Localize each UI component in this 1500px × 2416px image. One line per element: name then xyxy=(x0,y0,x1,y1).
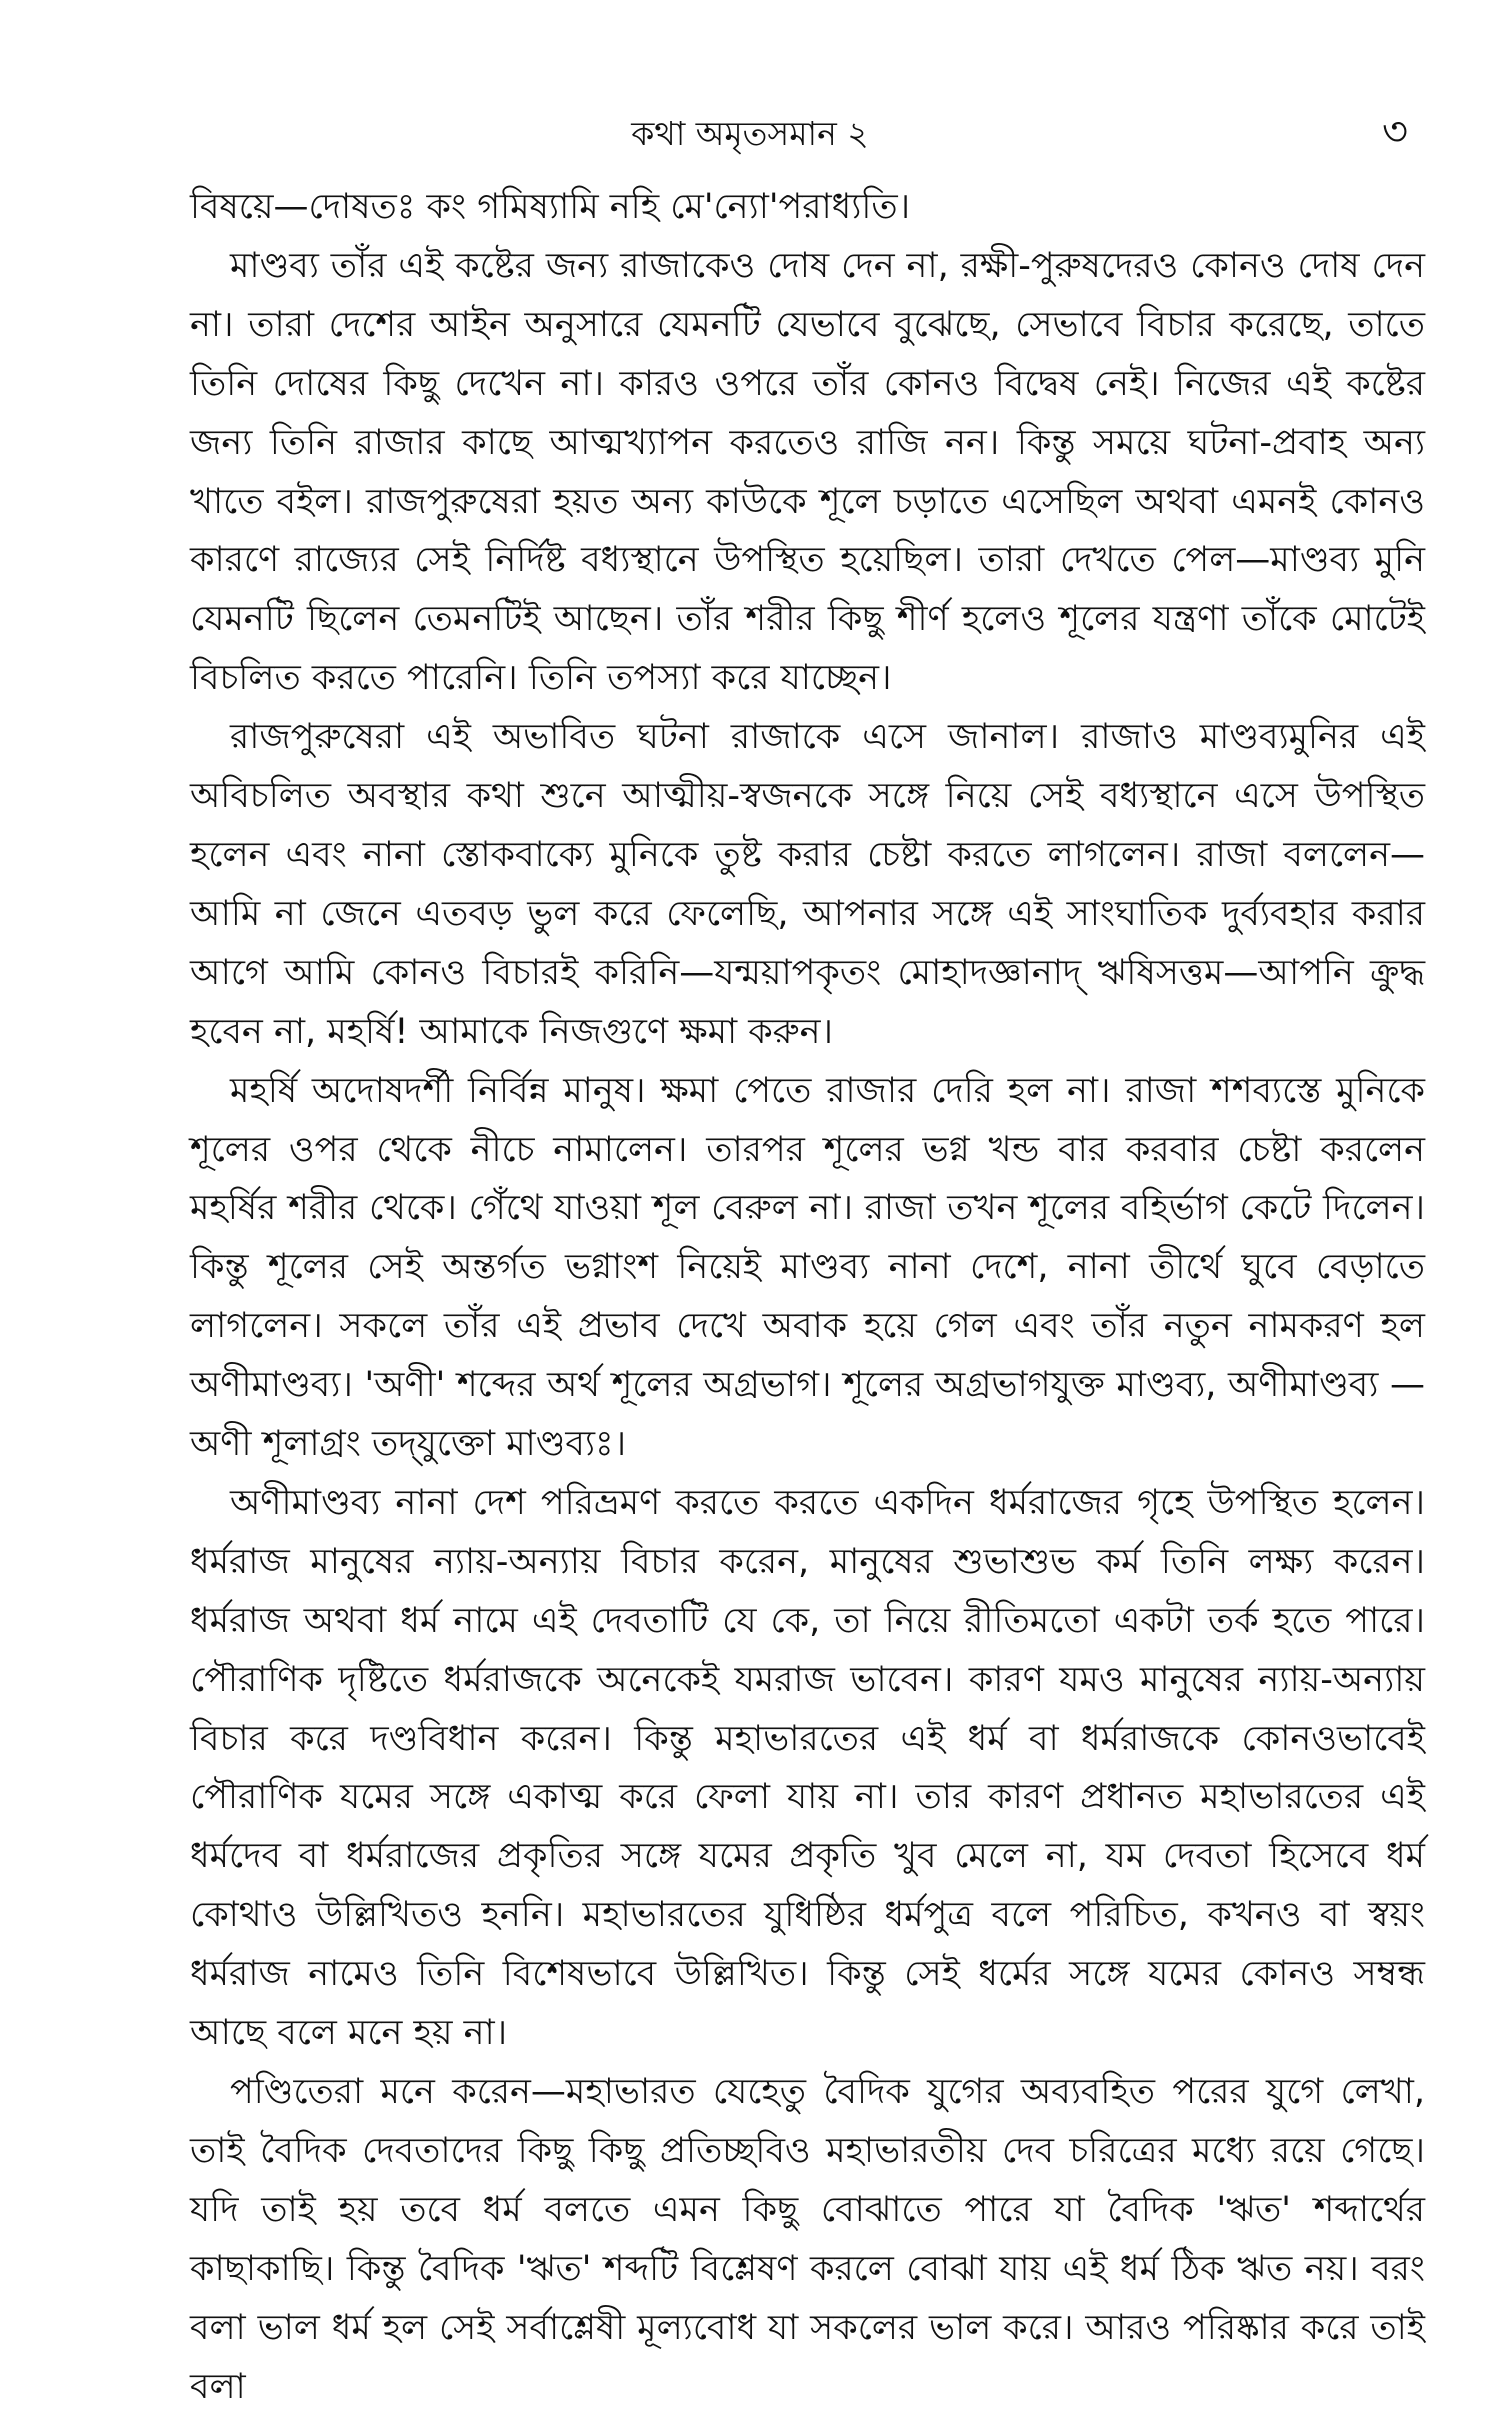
paragraph: পণ্ডিতেরা মনে করেন—মহাভারত যেহেতু বৈদিক যুগের অব্যবহিত পরের যুগে লেখা, তাই বৈদিক দেবতাদের কিছু কিছু প্রতিচ্ছবিও মহাভারতীয় দেব চরিত্রের মধ্যে রয়ে গেছে। যদি তাই হয় তবে ধর্ম বলতে এমন কিছু বোঝাতে পারে যা বৈদিক 'ঋত' শব্দার্থের কাছাকাছি। কিন্তু বৈদিক 'ঋত' শব্দটি বিশ্লেষণ করলে বোঝা যায় এই ধর্ম ঠিক ঋত নয়। বরং বলা ভাল ধর্ম হল সেই সর্বাশ্লেষী মূল্যবোধ যা সকলের ভাল করে। আরও পরিষ্কার করে তাই বলা xyxy=(190,2072,1425,2407)
paragraph: অণীমাণ্ডব্য নানা দেশ পরিভ্রমণ করতে করতে একদিন ধর্মরাজের গৃহে উপস্থিত হলেন। ধর্মরাজ মানুষের ন্যায়-অন্যায় বিচার করেন, মানুষের শুভাশুভ কর্ম তিনি লক্ষ্য করেন। ধর্মরাজ অথবা ধর্ম নামে এই দেবতাটি যে কে, তা নিয়ে রীতিমতো একটা তর্ক হতে পারে। পৌরাণিক দৃষ্টিতে ধর্মরাজকে অনেকেই যমরাজ ভাবেন। কারণ যমও মানুষের ন্যায়-অন্যায় বিচার করে দণ্ডবিধান করেন। কিন্তু মহাভারতের এই ধর্ম বা ধর্মরাজকে কোনওভাবেই পৌরাণিক যমের সঙ্গে একাত্ম করে ফেলা যায় না। তার কারণ প্রধানত মহাভারতের এই ধর্মদেব বা ধর্মরাজের প্রকৃতির সঙ্গে যমের প্রকৃতি খুব মেলে না, যম দেবতা হিসেবে ধর্ম কোথাও উল্লিখিতও হননি। মহাভারতের যুধিষ্ঠির ধর্মপুত্র বলে পরিচিত, কখনও বা স্বয়ং ধর্মরাজ নামেও তিনি বিশেষভাবে উল্লিখিত। কিন্তু সেই ধর্মের সঙ্গে যমের কোনও সম্বন্ধ আছে বলে মনে হয় না। xyxy=(190,1482,1425,2054)
running-title: কথা অমৃতসমান ২ xyxy=(631,114,869,153)
page-number: ৩ xyxy=(1381,109,1408,155)
paragraph: মহর্ষি অদোষদর্শী নির্বিন্ন মানুষ। ক্ষমা পেতে রাজার দেরি হল না। রাজা শশব্যস্তে মুনিকে শূলের ওপর থেকে নীচে নামালেন। তারপর শূলের ভগ্ন খন্ড বার করবার চেষ্টা করলেন মহর্ষির শরীর থেকে। গেঁথে যাওয়া শূল বেরুল না। রাজা তখন শূলের বহির্ভাগ কেটে দিলেন। কিন্তু শূলের সেই অন্তর্গত ভগ্নাংশ নিয়েই মাণ্ডব্য নানা দেশে, নানা তীর্থে ঘুবে বেড়াতে লাগলেন। সকলে তাঁর এই প্রভাব দেখে অবাক হয়ে গেল এবং তাঁর নতুন নামকরণ হল অণীমাণ্ডব্য। 'অণী' শব্দের অর্থ শূলের অগ্রভাগ। শূলের অগ্রভাগযুক্ত মাণ্ডব্য, অণীমাণ্ডব্য —অণী শূলাগ্রং তদ্‌যুক্তো মাণ্ডব্যঃ। xyxy=(190,1070,1425,1465)
paragraph: বিষয়ে—দোষতঃ কং গমিষ্যামি নহি মে'ন্যো'পরাধ্যতি। xyxy=(190,187,911,227)
paragraph: রাজপুরুষেরা এই অভাবিত ঘটনা রাজাকে এসে জানাল। রাজাও মাণ্ডব্যমুনির এই অবিচলিত অবস্থার কথা শুনে আত্মীয়-স্বজনকে সঙ্গে নিয়ে সেই বধ্যস্থানে এসে উপস্থিত হলেন এবং নানা স্তোকবাক্যে মুনিকে তুষ্ট করার চেষ্টা করতে লাগলেন। রাজা বললেন—আমি না জেনে এতবড় ভুল করে ফেলেছি, আপনার সঙ্গে এই সাংঘাতিক দুর্ব্যবহার করার আগে আমি কোনও বিচারই করিনি—যন্ময়াপকৃতং মোহাদজ্ঞানাদ্ ঋষিসত্তম—আপনি ক্রুদ্ধ হবেন না, মহর্ষি! আমাকে নিজগুণে ক্ষমা করুন। xyxy=(190,717,1425,1052)
paragraph: মাণ্ডব্য তাঁর এই কষ্টের জন্য রাজাকেও দোষ দেন না, রক্ষী-পুরুষদেরও কোনও দোষ দেন না। তারা দেশের আইন অনুসারে যেমনটি যেভাবে বুঝেছে, সেভাবে বিচার করেছে, তাতে তিনি দোষের কিছু দেখেন না। কারও ওপরে তাঁর কোনও বিদ্বেষ নেই। নিজের এই কষ্টের জন্য তিনি রাজার কাছে আত্মখ্যাপন করতেও রাজি নন। কিন্তু সময়ে ঘটনা-প্রবাহ অন্য খাতে বইল। রাজপুরুষেরা হয়ত অন্য কাউকে শূলে চড়াতে এসেছিল অথবা এমনই কোনও কারণে রাজ্যের সেই নির্দিষ্ট বধ্যস্থানে উপস্থিত হয়েছিল। তারা দেখতে পেল—মাণ্ডব্য মুনি যেমনটি ছিলেন তেমনটিই আছেন। তাঁর শরীর কিছু শীর্ণ হলেও শূলের যন্ত্রণা তাঁকে মোটেই বিচলিত করতে পারেনি। তিনি তপস্যা করে যাচ্ছেন। xyxy=(190,245,1425,699)
body-text xyxy=(190,178,1425,2416)
